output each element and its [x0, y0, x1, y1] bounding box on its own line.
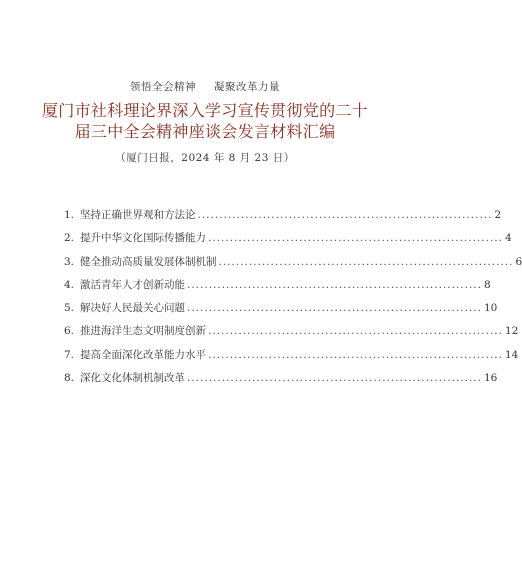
toc-page-number: 14	[504, 348, 519, 361]
table-of-contents	[64, 207, 522, 393]
toc-leader-dots: ....................................................................	[208, 325, 503, 338]
toc-number: 3.	[64, 255, 75, 268]
toc-number: 5.	[64, 302, 75, 315]
toc-page-number: 2	[494, 209, 502, 221]
toc-title: 坚持正确世界观和方法论	[80, 209, 196, 221]
toc-number: 8.	[64, 372, 75, 385]
kicker-line	[0, 79, 410, 94]
toc-number: 1.	[64, 209, 75, 221]
toc-title: 健全推动高质量发展体制机制	[80, 255, 217, 268]
toc-number: 4.	[64, 278, 75, 291]
toc-leader-dots: ....................................................................	[218, 255, 514, 268]
toc-leader-dots: ....................................................................	[208, 348, 503, 361]
toc-leader-dots: ....................................................................	[187, 302, 482, 315]
toc-number: 6.	[64, 325, 75, 338]
toc-title: 深化文化体制机制改革	[80, 372, 185, 385]
document-title: 厦门市社科理论界深入学习宣传贯彻党的二十届三中全会精神座谈会发言材料汇编	[41, 101, 368, 141]
toc-item[interactable]	[64, 323, 519, 346]
source-line: （厦门日报，2024 年 8 月 23 日）	[115, 152, 295, 164]
toc-item[interactable]	[64, 370, 498, 393]
toc-title: 提高全面深化改革能力水平	[80, 348, 206, 361]
toc-leader-dots: ....................................................................	[187, 278, 482, 291]
toc-item[interactable]	[64, 207, 502, 230]
toc-item[interactable]	[64, 300, 498, 323]
toc-leader-dots: ....................................................................	[197, 209, 493, 221]
kicker-phrase-1: 领悟全会精神	[130, 81, 196, 93]
toc-page-number: 16	[483, 372, 498, 385]
toc-leader-dots: ....................................................................	[208, 232, 503, 245]
toc-number: 2.	[64, 232, 75, 245]
toc-item[interactable]	[64, 254, 522, 277]
toc-page-number: 12	[504, 325, 519, 338]
toc-page-number: 4	[504, 232, 512, 245]
toc-item[interactable]	[64, 230, 512, 253]
toc-page-number: 10	[483, 302, 498, 315]
toc-leader-dots: ....................................................................	[187, 372, 482, 385]
toc-title: 激活青年人才创新动能	[80, 278, 185, 291]
toc-title: 提升中华文化国际传播能力	[80, 232, 206, 245]
toc-page-number: 8	[483, 278, 491, 291]
toc-title: 推进海洋生态文明制度创新	[80, 325, 206, 338]
toc-item[interactable]	[64, 347, 519, 370]
toc-number: 7.	[64, 348, 75, 361]
toc-title: 解决好人民最关心问题	[80, 302, 185, 315]
toc-item[interactable]	[64, 277, 491, 300]
toc-page-number: 6	[515, 255, 522, 268]
kicker-phrase-2: 凝聚改革力量	[214, 81, 280, 93]
